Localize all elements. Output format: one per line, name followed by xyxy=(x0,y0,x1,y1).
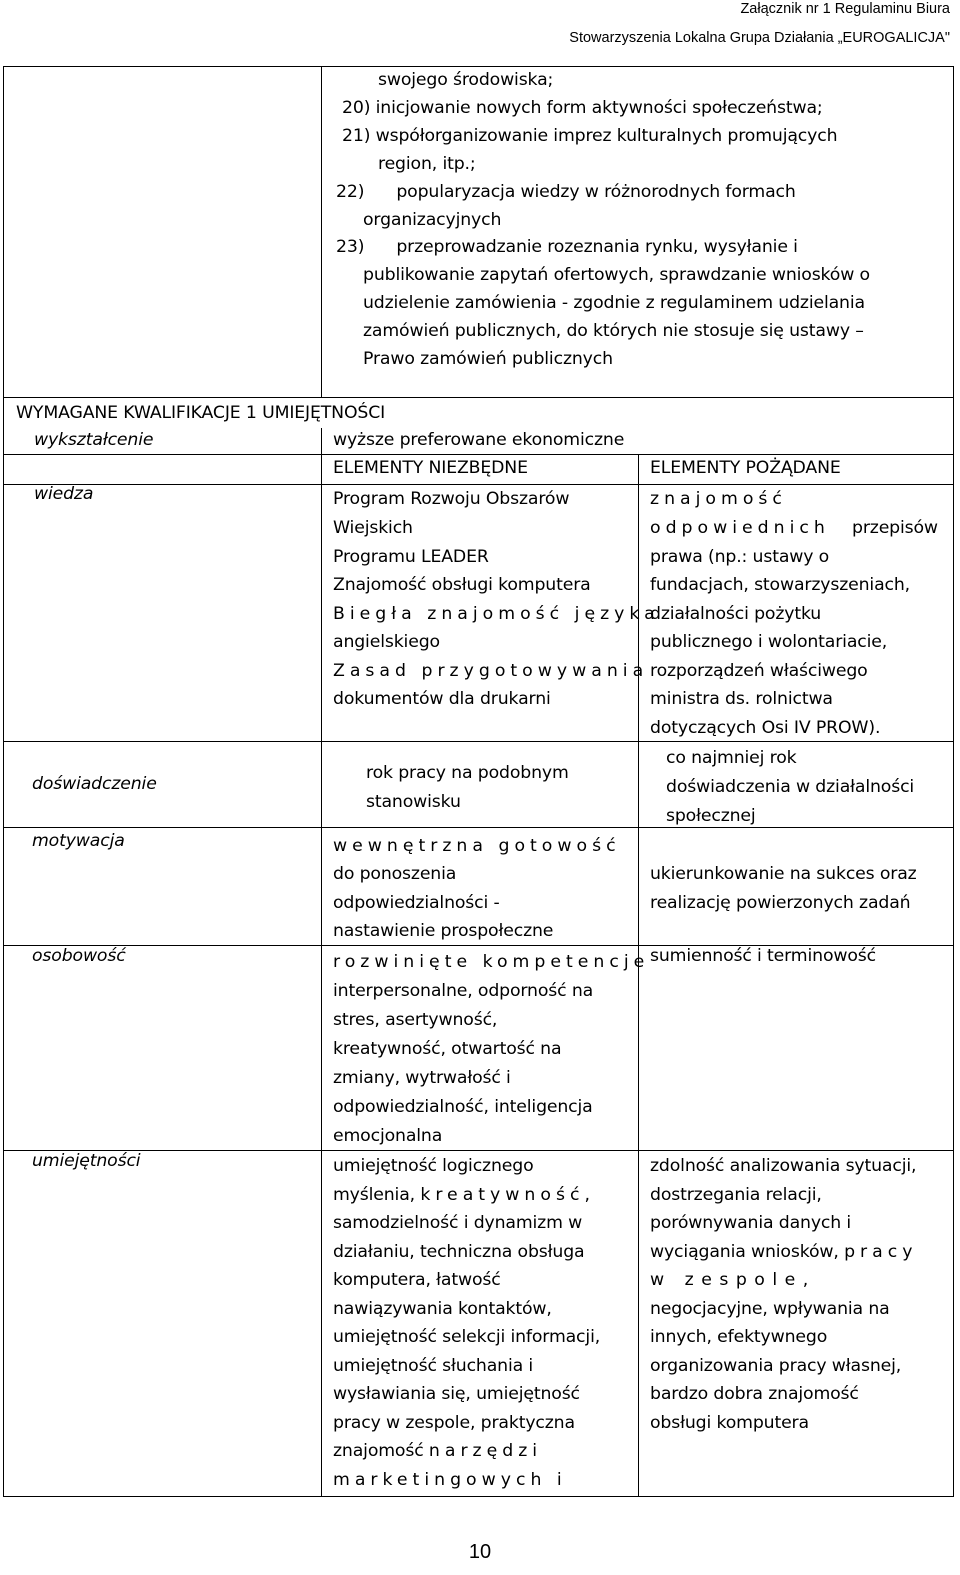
doswiadczenie-required: stanowisku xyxy=(366,792,461,812)
doswiadczenie-desired: doświadczenia w działalności xyxy=(666,777,915,797)
label-osobowosc: osobowość xyxy=(32,946,126,966)
motywacja-required: do ponoszenia xyxy=(333,864,457,884)
umiejetnosci-desired: zdolność analizowania sytuacji, xyxy=(650,1156,917,1176)
umiejetnosci-required: pracy w zespole, praktyczna xyxy=(333,1413,575,1433)
wiedza-required: dokumentów dla drukarni xyxy=(333,689,551,709)
umiejetnosci-desired: organizowania pracy własnej, xyxy=(650,1356,902,1376)
wiedza-desired: publicznego i wolontariacie, xyxy=(650,632,888,652)
list-item-23: 23) przeprowadzanie rozeznania rynku, wysyłanie i xyxy=(336,237,798,257)
wiedza-required: Biegła znajomość języka xyxy=(333,604,660,624)
header-line-2: Stowarzyszenia Lokalna Grupa Działania „EUROGALICJA" xyxy=(569,30,950,46)
umiejetnosci-required: umiejętność słuchania i xyxy=(333,1356,534,1376)
col-header-desired: ELEMENTY POŻĄDANE xyxy=(650,458,841,478)
page-number: 10 xyxy=(468,1541,492,1563)
umiejetnosci-desired: dostrzegania relacji, xyxy=(650,1185,822,1205)
wiedza-required: Zasad przygotowywania xyxy=(333,661,649,681)
umiejetnosci-required: marketingowych i xyxy=(333,1470,567,1490)
row-rule xyxy=(3,1150,954,1151)
umiejetnosci-desired: w zespole, xyxy=(650,1270,816,1290)
motywacja-required: odpowiedzialności - xyxy=(333,893,500,913)
list-line: region, itp.; xyxy=(378,154,476,174)
motywacja-desired: ukierunkowanie na sukces oraz xyxy=(650,864,917,884)
motywacja-desired: realizację powierzonych zadań xyxy=(650,893,911,913)
wiedza-required: Program Rozwoju Obszarów xyxy=(333,489,570,509)
wiedza-desired: odpowiednich xyxy=(650,518,830,538)
osobowosc-required: interpersonalne, odporność na xyxy=(333,981,594,1001)
label-wyksztalcenie: wykształcenie xyxy=(34,430,154,450)
doswiadczenie-desired: co najmniej rok xyxy=(666,748,797,768)
wiedza-desired: prawa (np.: ustawy o xyxy=(650,547,830,567)
label-doswiadczenie: doświadczenie xyxy=(32,774,157,794)
col-header-required: ELEMENTY NIEZBĘDNE xyxy=(333,458,528,478)
umiejetnosci-desired: innych, efektywnego xyxy=(650,1327,828,1347)
umiejetnosci-required: umiejętność logicznego xyxy=(333,1156,534,1176)
motywacja-required: wewnętrzna gotowość xyxy=(333,836,621,856)
section-rule xyxy=(3,397,954,398)
umiejetnosci-desired: porównywania danych i xyxy=(650,1213,852,1233)
umiejetnosci-desired: negocjacyjne, wpływania na xyxy=(650,1299,890,1319)
label-motywacja: motywacja xyxy=(32,831,125,851)
row-rule xyxy=(3,827,954,828)
list-item-21: 21) współorganizowanie imprez kulturalnych promujących xyxy=(342,126,838,146)
osobowosc-desired: sumienność i terminowość xyxy=(650,946,876,966)
label-umiejetnosci: umiejętności xyxy=(32,1151,141,1171)
umiejetnosci-required: nawiązywania kontaktów, xyxy=(333,1299,552,1319)
top-divider xyxy=(321,66,322,397)
wiedza-desired: rozporządzeń właściwego xyxy=(650,661,868,681)
umiejetnosci-required: umiejętność selekcji informacji, xyxy=(333,1327,601,1347)
wiedza-required: Znajomość obsługi komputera xyxy=(333,575,591,595)
doswiadczenie-desired: społecznej xyxy=(666,806,756,826)
umiejetnosci-desired: obsługi komputera xyxy=(650,1413,809,1433)
osobowosc-required: zmiany, wytrwałość i xyxy=(333,1068,511,1088)
wiedza-desired: przepisów xyxy=(852,518,938,538)
list-item-20: 20) inicjowanie nowych form aktywności społeczeństwa; xyxy=(342,98,823,118)
motywacja-required: nastawienie prospołeczne xyxy=(333,921,554,941)
osobowosc-required: emocjonalna xyxy=(333,1126,443,1146)
col-rule-1 xyxy=(321,428,322,1497)
umiejetnosci-required: wysławiania się, umiejętność xyxy=(333,1384,580,1404)
wiedza-required: angielskiego xyxy=(333,632,440,652)
wiedza-desired: ministra ds. rolnictwa xyxy=(650,689,833,709)
list-line: organizacyjnych xyxy=(363,210,502,230)
list-line: udzielenie zamówienia - zgodnie z regulaminem udzielania xyxy=(363,293,865,313)
umiejetnosci-required: znajomość narzędzi xyxy=(333,1441,543,1461)
wiedza-required: Wiejskich xyxy=(333,518,413,538)
list-line: zamówień publicznych, do których nie stosuje się ustawy – xyxy=(363,321,864,341)
umiejetnosci-required: samodzielność i dynamizm w xyxy=(333,1213,583,1233)
wiedza-desired: dotyczących Osi IV PROW). xyxy=(650,718,881,738)
list-line: publikowanie zapytań ofertowych, sprawdzanie wniosków o xyxy=(363,265,870,285)
wiedza-desired: fundacjach, stowarzyszeniach, xyxy=(650,575,911,595)
umiejetnosci-required: myślenia, kreatywność, xyxy=(333,1185,595,1205)
education-value: wyższe preferowane ekonomiczne xyxy=(333,430,625,450)
osobowosc-required: odpowiedzialność, inteligencja xyxy=(333,1097,593,1117)
wiedza-desired: działalności pożytku xyxy=(650,604,822,624)
osobowosc-required: stres, asertywność, xyxy=(333,1010,498,1030)
section-title: WYMAGANE KWALIFIKACJE 1 UMIEJĘTNOŚCI xyxy=(16,403,386,423)
umiejetnosci-required: komputera, łatwość xyxy=(333,1270,501,1290)
umiejetnosci-desired: wyciągania wniosków, pracy xyxy=(650,1242,918,1262)
umiejetnosci-required: działaniu, techniczna obsługa xyxy=(333,1242,585,1262)
doswiadczenie-required: rok pracy na podobnym xyxy=(366,763,569,783)
list-item-22: 22) popularyzacja wiedzy w różnorodnych formach xyxy=(336,182,796,202)
wiedza-required: Programu LEADER xyxy=(333,547,489,567)
umiejetnosci-desired: bardzo dobra znajomość xyxy=(650,1384,859,1404)
osobowosc-required: rozwinięte kompetencje xyxy=(333,952,650,972)
list-line: swojego środowiska; xyxy=(378,70,554,90)
osobowosc-required: kreatywność, otwartość na xyxy=(333,1039,562,1059)
header-line-1: Załącznik nr 1 Regulaminu Biura xyxy=(740,1,950,17)
label-wiedza: wiedza xyxy=(34,484,94,504)
list-line: Prawo zamówień publicznych xyxy=(363,349,613,369)
wiedza-desired: znajomość xyxy=(650,489,787,509)
